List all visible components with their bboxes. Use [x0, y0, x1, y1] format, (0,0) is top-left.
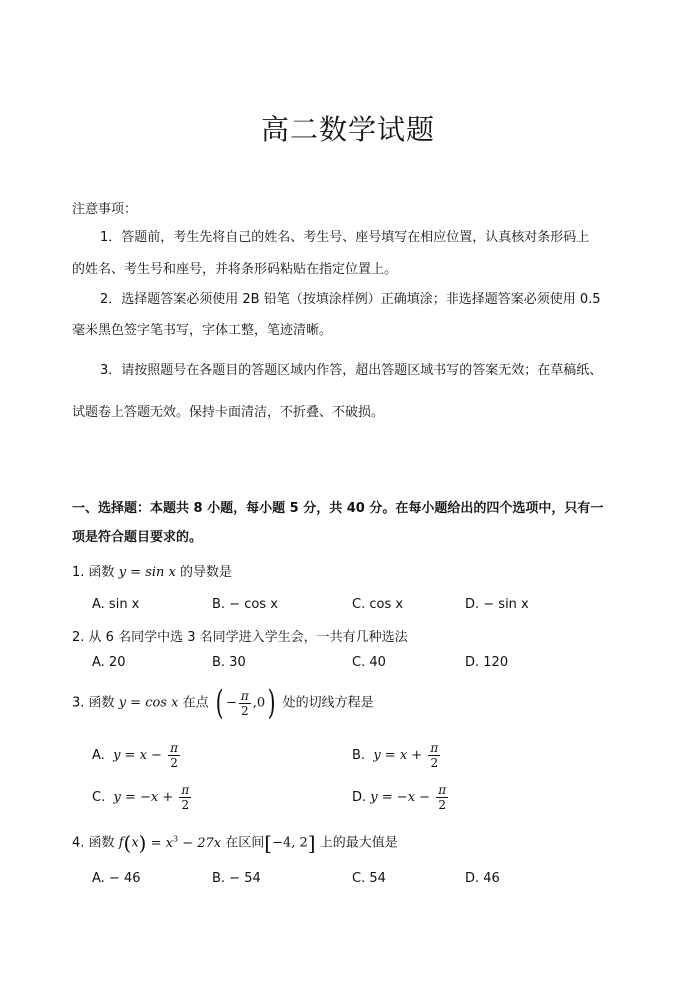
question-4-mid: 在区间: [225, 835, 265, 851]
question-1-prefix: 1. 函数: [72, 565, 115, 580]
question-4-option-c: C. 54: [352, 871, 386, 886]
question-3-option-a: A. y = x − $\frac{\pi}{2}$: [92, 741, 178, 770]
question-1-option-c: C. cos x: [352, 597, 404, 612]
question-3-suffix: 处的切线方程是: [282, 695, 374, 711]
point-y: ,0: [252, 695, 266, 711]
notice-item-1-line-1: 1．答题前，考生先将自己的姓名、考生号、座号填写在相应位置，认真核对条形码上: [100, 230, 590, 245]
question-3-mid: 在点: [182, 695, 209, 711]
question-2-option-a: A. 20: [92, 655, 126, 670]
notice-item-3-line-1: 3．请按照题号在各题目的答题区域内作答，超出答题区域书写的答案无效；在草稿纸、: [100, 363, 603, 378]
question-2-option-d: D. 120: [465, 655, 509, 670]
question-3-expression: y = cos x: [118, 695, 179, 711]
section-heading-line-1: 一、选择题：本题共 8 小题，每小题 5 分，共 40 分。在每小题给出的四个选项中，只有一: [72, 501, 604, 516]
question-2: 2. 从 6 名同学中选 3 名同学进入学生会，一共有几种选法: [72, 630, 408, 645]
notice-item-3-line-2: 试题卷上答题无效。保持卡面清洁，不折叠、不破损。: [72, 405, 385, 420]
point-sign: −: [226, 695, 237, 711]
question-4-option-a: A. − 46: [92, 871, 141, 886]
question-3-option-c: C. y = −x + $\frac{\pi}{2}$: [92, 783, 190, 812]
question-4-option-d: D. 46: [465, 871, 500, 886]
question-4-rhs: = $x^3 - 27x$: [150, 834, 222, 851]
question-4-suffix: 上的最大值是: [319, 835, 398, 851]
notice-heading: 注意事项：: [72, 202, 138, 217]
question-2-option-c: C. 40: [352, 655, 386, 670]
question-4-prefix: 4. 函数: [72, 835, 115, 851]
question-1-option-b: B. − cos x: [212, 597, 278, 612]
question-2-option-b: B. 30: [212, 655, 246, 670]
question-4: 4. 函数 $f(x) = x^3 - 27x$ 在区间[−4, 2] 上的最大值是: [72, 831, 398, 855]
question-3: 3. 函数 y = cos x 在点 ( − $\frac{\pi}{2}$ ,0) 处的切线方程是: [72, 683, 374, 723]
question-4-interval: −4, 2: [272, 835, 308, 851]
question-3-option-b: B. y = x + $\frac{\pi}{2}$: [352, 741, 439, 770]
point-fraction: $\frac{\pi}{2}$: [240, 688, 249, 718]
question-1-option-d: D. − sin x: [465, 597, 529, 612]
notice-item-2-line-1: 2．选择题答案必须使用 2B 铅笔（按填涂样例）正确填涂；非选择题答案必须使用 0.5: [100, 292, 601, 307]
question-4-option-b: B. − 54: [212, 871, 261, 886]
notice-item-1-line-2: 的姓名、考生号和座号，并将条形码粘贴在指定位置上。: [72, 262, 398, 277]
question-3-prefix: 3. 函数: [72, 695, 115, 711]
page-title: 高二数学试题: [260, 113, 435, 146]
question-1-expression: y = sin x: [118, 565, 176, 580]
question-3-option-d: D. y = −x − $\frac{\pi}{2}$: [352, 783, 447, 812]
section-heading-line-2: 项是符合题目要求的。: [72, 530, 203, 545]
question-1: [72, 561, 232, 580]
notice-item-2-line-2: 毫米黑色签字笔书写，字体工整，笔迹清晰。: [72, 323, 333, 338]
question-1-suffix: 的导数是: [180, 565, 233, 580]
question-1-option-a: A. sin x: [92, 597, 140, 612]
function-name: f: [118, 835, 124, 851]
